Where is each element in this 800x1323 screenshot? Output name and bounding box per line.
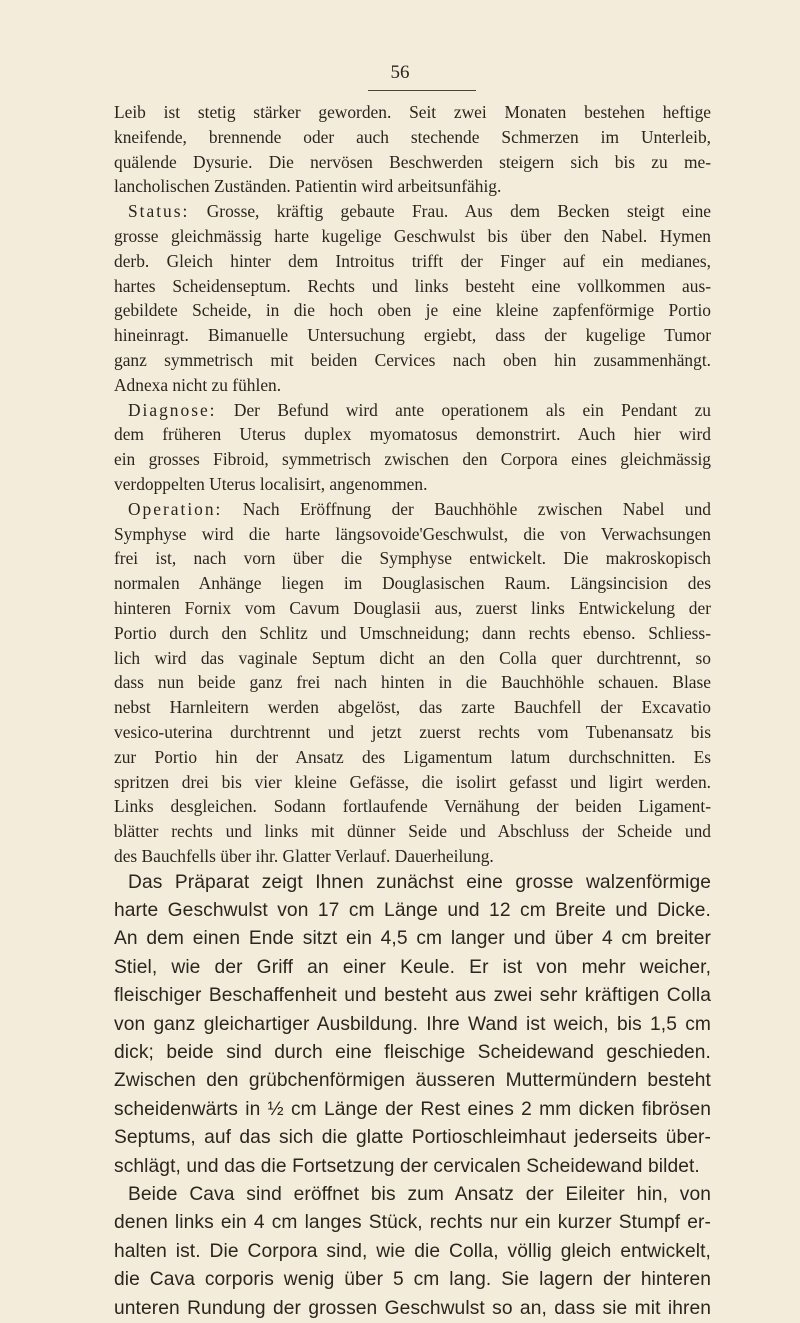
text-line: hinteren Fornix vom Cavum Douglasii aus, zuerst links Entwickelung der <box>114 597 711 618</box>
text-line: dass nun beide ganz frei nach hinten in die Bauchhöhle schauen. Blase <box>114 672 711 693</box>
paragraph-cava <box>114 1181 711 1323</box>
text-line: unteren Rundung der grossen Geschwulst so an, dass sie mit ihren <box>114 1297 711 1319</box>
text-line: An dem einen Ende sitzt ein 4,5 cm langer und über 4 cm breiter <box>114 928 711 950</box>
text-line: Leib ist stetig stärker geworden. Seit zwei Monaten bestehen heftige <box>114 102 711 122</box>
text-line: dem früheren Uterus duplex myomatosus demonstrirt. Auch hier wird <box>114 424 711 445</box>
text-line: fleischiger Beschaffenheit und besteht aus zwei sehr kräftigen Colla <box>114 985 711 1007</box>
text-line <box>114 199 711 224</box>
text-line: verdoppelten Uterus localisirt, angenommen. <box>114 473 428 494</box>
text-line: gebildete Scheide, in die hoch oben je eine kleine zapfenförmige Portio <box>114 300 711 321</box>
line-text: Der Befund wird ante operationem als ein Pendant zu <box>216 399 711 420</box>
text-line: halten ist. Die Corpora sind, wie die Colla, völlig gleich entwickelt, <box>114 1240 711 1262</box>
text-line: derb. Gleich hinter dem Introitus trifft der Finger auf ein medianes, <box>114 250 711 271</box>
text-line: Septums, auf das sich die glatte Portioschleimhaut jederseits über- <box>114 1127 711 1149</box>
text-line: frei ist, nach vorn über die Symphyse entwickelt. Die makroskopisch <box>114 548 711 569</box>
text-line: spritzen drei bis vier kleine Gefässe, die isolirt gefasst und ligirt werden. <box>114 771 711 792</box>
paragraph-praeparat <box>114 869 711 1181</box>
text-line: schlägt, und das die Fortsetzung der cervicalen Scheidewand bildet. <box>114 1155 700 1177</box>
text-line: Stiel, wie der Griff an einer Keule. Er ist von mehr weicher, <box>114 956 711 978</box>
paragraph-anamnesis <box>114 100 711 199</box>
text-line: Portio durch den Schlitz und Umschneidung; dann rechts ebenso. Schliess- <box>114 622 711 643</box>
text-line <box>114 497 711 522</box>
text-line: ganz symmetrisch mit beiden Cervices nach oben hin zusammenhängt. <box>114 349 711 370</box>
text-line: vesico-uterina durchtrennt und jetzt zuerst rechts vom Tubenansatz bis <box>114 721 711 742</box>
text-line: denen links ein 4 cm langes Stück, rechts nur ein kurzer Stumpf er- <box>114 1212 711 1234</box>
text-line: zur Portio hin der Ansatz des Ligamentum latum durchschnitten. Es <box>114 746 711 767</box>
text-line: Symphyse wird die harte längsovoide'Geschwulst, die von Verwachsungen <box>114 523 711 544</box>
text-line: Zwischen den grübchenförmigen äusseren Muttermündern besteht <box>114 1070 711 1092</box>
body-text <box>114 100 711 1323</box>
text-line: dick; beide sind durch eine fleischige Scheidewand geschieden. <box>114 1042 711 1064</box>
text-line: Adnexa nicht zu fühlen. <box>114 374 282 395</box>
text-line: lancholischen Zuständen. Patientin wird arbeitsunfähig. <box>114 176 502 197</box>
paragraph-status <box>114 199 711 397</box>
text-line: hineinragt. Bimanuelle Untersuchung ergiebt, dass der kugelige Tumor <box>114 325 711 346</box>
text-line: blätter rechts und links mit dünner Seide und Abschluss der Scheide und <box>114 821 711 842</box>
line-text: Grosse, kräftig gebaute Frau. Aus dem Becken steigt eine <box>189 201 711 222</box>
text-line: scheidenwärts in ½ cm Länge der Rest eines 2 mm dicken fibrösen <box>114 1098 711 1120</box>
text-line: lich wird das vaginale Septum dicht an den Colla quer durchtrennt, so <box>114 647 711 668</box>
text-line: von ganz gleichartiger Ausbildung. Ihre Wand ist weich, bis 1,5 cm <box>114 1013 711 1035</box>
text-line: ein grosses Fibroid, symmetrisch zwischen den Corpora eines gleichmässig <box>114 449 711 470</box>
text-line: Links desgleichen. Sodann fortlaufende Vernähung der beiden Ligament- <box>114 796 711 817</box>
line-text: Nach Eröffnung der Bauchhöhle zwischen Nabel und <box>222 498 711 519</box>
text-line: hartes Scheidenseptum. Rechts und links besteht eine vollkommen aus- <box>114 275 711 296</box>
text-line: normalen Anhänge liegen im Douglasischen Raum. Längsincision des <box>114 573 711 594</box>
page-number-rule <box>368 90 476 91</box>
text-line: quälende Dysurie. Die nervösen Beschwerden steigern sich bis zu me- <box>114 151 711 172</box>
text-line: Das Präparat zeigt Ihnen zunächst eine grosse walzenförmige <box>128 871 711 893</box>
text-line: grosse gleichmässig harte kugelige Geschwulst bis über den Nabel. Hymen <box>114 225 711 246</box>
text-line: nebst Harnleitern werden abgelöst, das zarte Bauchfell der Excavatio <box>114 697 711 718</box>
text-line: harte Geschwulst von 17 cm Länge und 12 cm Breite und Dicke. <box>114 900 711 922</box>
page-number: 56 <box>390 62 410 83</box>
text-line: die Cava corporis wenig über 5 cm lang. Sie lagern der hinteren <box>114 1269 711 1291</box>
text-line: Beide Cava sind eröffnet bis zum Ansatz der Eileiter hin, von <box>128 1184 711 1205</box>
section-lead: Status: <box>128 201 190 222</box>
text-line <box>114 398 711 423</box>
text-line: kneifende, brennende oder auch stechende Schmerzen im Unterleib, <box>114 126 711 147</box>
section-lead: Diagnose: <box>128 399 217 420</box>
section-lead: Operation: <box>128 498 223 519</box>
paragraph-diagnose <box>114 398 711 497</box>
paragraph-operation <box>114 497 711 869</box>
text-line: des Bauchfells über ihr. Glatter Verlauf. Dauerheilung. <box>114 845 494 866</box>
